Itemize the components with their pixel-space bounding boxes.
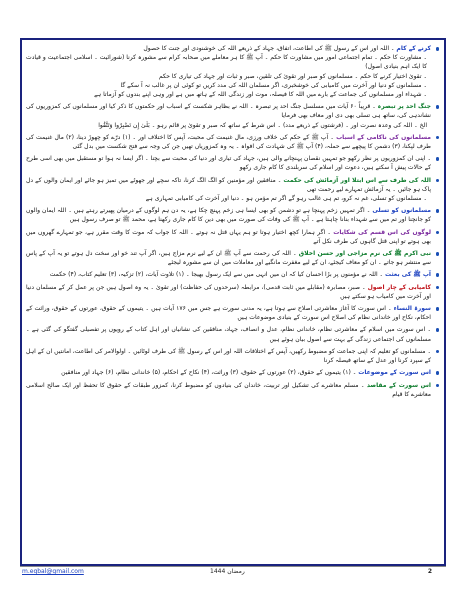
bullet-paragraph <box>26 44 440 99</box>
page-footer <box>20 568 446 580</box>
bullet-icon <box>436 328 440 332</box>
paragraph-heading: آپ ﷺ کی بعثت <box>385 271 431 279</box>
sub-point: ۔ مشاورت کا حکم ۔ تمام اجتماعی امور میں مشاورت کا حکم ۔ آپ ﷺ کا ہر معاملے میں صحابہ کرام سے مشورہ کرنا (شورائیت ۔ اسلامی اجتماعیت و قیادت کا ایک اہم بنیادی اصول) <box>26 54 427 71</box>
paragraph-heading: اس سورت کے مقاصد <box>366 381 432 389</box>
paragraph-heading: سورۃ النساء <box>393 305 431 313</box>
paragraph-text: ۔ اللہ نے مؤمنوں پر بڑا احسان کیا کہ ان میں انہی میں سے ایک رسول بھیجا ۔ (۱) تلاوت آیات، (۲) تزکیہ، (۳) تعلیم کتاب، (۴) حکمت <box>49 271 386 279</box>
bullet-icon <box>436 157 440 161</box>
paragraph-text: ۔ قریباً ۶۰ آیات میں مسلسل جنگ احد پر تبصرہ ۔ اللہ نے بظاہر شکست کے اسباب اور حکمتوں کا ذکر کیا اور مسلمانوں کی کمزوریوں کی نشاندہی کی، ساتھ ہی تسلی بھی دی اور معاف بھی فرمایا <box>26 103 431 120</box>
paragraph-text: ۔ اگر تمہیں زخم پہنچا ہے تو دشمن کو بھی ایسا ہی زخم پہنچ چکا ہے، یہ دن ہم لوگوں کے درمیان پھیرتے رہتے ہیں ۔ اللہ ایمان والوں کو جانچنا اور تم میں سے شہداء بنانا چاہتا ہے ۔ آپ ﷺ کی وفات کی صورت میں بھی دین کا کام جاری رکھنا ہے، محمد ﷺ تو صرف رسول ہیں <box>26 207 431 224</box>
bullet-icon <box>436 273 440 277</box>
paragraph-text: ۔ منافقین اور مؤمنین کو الگ الگ کرنا، تاکہ سچے اور جھوٹے میں تمیز ہو جائے اور ایمان والوں کے دل پاک ہو جائیں ۔ یہ آزمائش تمہارے لیے رحمت تھی <box>26 176 431 193</box>
paragraph-heading: لوگوں کی اس قسم کی شکایات <box>333 228 432 236</box>
sub-point: ۔ شہداء اور مسلمانوں کی جماعت کے بارے میں اللہ کا فیصلہ، موت اور زندگی اللہ کے ہاتھ میں ہے اور وہی اپنے بندوں کو آزماتا ہے <box>94 91 427 99</box>
bullet-paragraph <box>26 176 440 204</box>
sub-point: الخ ۔ اللہ کی وعدہ نصرت اور ۔ (فرشتوں کے ذریعے مدد) ۔ اس شرط کے ساتھ کہ صبر و تقویٰ پر قائم رہو ۔ بَلَىٰ إِن تَصْبِرُوا وَتَتَّقُوا <box>98 121 427 129</box>
paragraph-heading: مسلمانوں کی ناکامی کے اسباب <box>336 133 432 141</box>
bullet-icon <box>436 307 440 311</box>
bullet-icon <box>436 47 440 51</box>
paragraph-text: ۔ اللہ اور اس کے رسول ﷺ کی اطاعت، اتفاق، جہاد کے ذریعے اللہ کی خوشنودی اور جنت کا حصول <box>143 45 397 52</box>
bullet-paragraph <box>26 102 440 130</box>
paragraph-text: ۔ مسلم معاشرے کی تشکیل اور تربیت، خاندان کی بنیادوں کو مضبوط کرنا، کمزور طبقات کے حقوق کا تحفظ اور ایک صالح اسلامی معاشرے کا قیام <box>26 381 431 398</box>
bullet-paragraph <box>26 368 440 377</box>
bullet-icon <box>436 286 440 290</box>
bullet-paragraph <box>26 206 440 224</box>
paragraph-text: ۔ اس سورت میں اسلام کے معاشرتی نظام، خاندانی نظام، عدل و انصاف، جہاد، منافقین کی نشانیاں اور اہل کتاب کے رویوں پر تفصیلی گفتگو کی گئی ہے ۔ مسلمانوں کی اجتماعی زندگی کے بہت سے اصول بیان ہوئے ہیں <box>26 326 431 343</box>
bullet-paragraph <box>26 270 440 279</box>
paragraph-text: ۔ اللہ کی رحمت سے آپ ﷺ ان کے لیے نرم مزاج ہیں، اگر آپ تند خو اور سخت دل ہوتے تو یہ آپ کے پاس سے منتشر ہو جاتے ۔ ان کو معاف کیجئے، ان کے لیے مغفرت مانگیے اور معاملات میں ان سے مشورہ لیجئے <box>26 250 431 267</box>
sub-point: ۔ مسلمانوں کو دنیا اور آخرت میں کامیابی کی خوشخبری، اگر مسلمان اللہ کی مدد کریں تو کوئی ان پر غالب نہ آ سکے گا <box>120 81 427 89</box>
sub-point: ۔ مسلمانوں کو تسلی، غم نہ کرو، تم ہی غالب رہو گے اگر تم مؤمن ہو ۔ دنیا اور آخرت کی کامیابی تمہاری ہے <box>145 195 427 203</box>
paragraph-text: ۔ (۱) یتیموں کے حقوق، (۲) عورتوں کے حقوق، (۳) وراثت، (۴) نکاح کے احکام، (۵) خاندانی نظام، (۶) جہاد اور منافقین <box>61 369 359 377</box>
bullet-icon <box>436 350 440 354</box>
paragraph-heading: اس سورت کے موضوعات <box>358 369 431 377</box>
author-email-link[interactable]: m.eqbal@gmail.com <box>22 568 84 575</box>
bullet-paragraph <box>26 283 440 301</box>
paragraph-text: ۔ آپ ﷺ کے حکم کی خلاف ورزی، مال غنیمت کی محبت، آپس کا اختلاف اور ۔ (۱) درّے کو چھوڑ دینا، (۲) مال غنیمت کی طرف لپکنا، (۳) دشمن کا پیچھے سے حملہ، (۴) آپ ﷺ کی شہادت کی افواہ ۔ یہ وہ کمزوریاں تھیں جن کی وجہ سے فتح شکست میں بدل گئی <box>26 133 431 151</box>
paragraph-heading: کرنے کے کام <box>396 45 431 52</box>
bullet-paragraph <box>26 228 440 246</box>
bullet-icon <box>436 209 440 213</box>
bullet-icon <box>436 371 440 375</box>
sub-point: ۔ تقویٰ اختیار کرنے کا حکم ۔ مسلمانوں کو صبر اور تقویٰ کی تلقین، صبر و ثبات اور جہاد کی تیاری کا حکم <box>158 72 427 80</box>
footer-date: رمضان 1444 <box>210 568 245 575</box>
bullet-icon <box>436 384 440 388</box>
bullet-paragraph <box>26 133 440 151</box>
bullet-paragraph <box>26 325 440 343</box>
paragraph-heading: جنگ احد پر تبصرہ <box>377 103 431 111</box>
document-body <box>26 44 440 560</box>
paragraph-text: ۔ اپنی ان کمزوریوں پر نظر رکھو جو تمہیں نقصان پہنچانے والی ہیں، جہاد کی تیاری اور دنیا کی محبت سے بچنا ۔ اگر ایسا نہ ہوا تو مستقبل میں بھی اسی طرح کے حالات پیش آ سکتے ہیں، دعوت اور اسلام کی سربلندی کا کام جاری رکھو <box>26 155 431 172</box>
bullet-icon <box>436 179 440 183</box>
paragraph-heading: اللہ کی طرف سے اس ابتلا اور آزمائش کی حکمت <box>283 176 431 184</box>
paragraph-heading: نبی اکرم ﷺ کی نرم مزاجی اور حسن اخلاق <box>298 250 431 258</box>
footer-divider <box>20 566 446 567</box>
bullet-paragraph <box>26 249 440 267</box>
bullet-icon <box>436 252 440 256</box>
paragraph-heading: مسلمانوں کو تسلی <box>372 207 431 215</box>
bullet-icon <box>436 231 440 235</box>
bullet-paragraph <box>26 304 440 322</box>
paragraph-text: ۔ مسلمانوں کو تعلیم کہ اپنی جماعت کو مضبوط رکھیں، آپس کے اختلافات اللہ اور اس کے رسول ﷺ کی طرف لوٹائیں ۔ اولوالامر کی اطاعت، امانتیں ان کے اہل کے سپرد کرنا اور عدل کے ساتھ فیصلہ کرنا <box>26 347 431 365</box>
page-number: 2 <box>427 568 432 575</box>
bullet-paragraph <box>26 381 440 399</box>
paragraph-text: ۔ اگر ہمارا کچھ اختیار ہوتا تو ہم یہاں قتل نہ ہوتے ۔ اللہ کا جواب کہ موت کا وقت مقرر ہے، جو تمہارے گھروں میں بھی ہوتے تو اپنی قتل گاہوں کی طرف نکل آتے <box>26 228 431 245</box>
bullet-paragraph <box>26 347 440 365</box>
bullet-icon <box>436 105 440 109</box>
paragraph-text: ۔ اس سورت کا آغاز معاشرتی اصلاح سے ہوتا ہے، یہ مدنی سورت ہے جس میں ۱۷۶ آیات ہیں ۔ یتیموں کے حقوق، عورتوں کے حقوق، وراثت کے احکام، نکاح اور خاندانی نظام کی اصلاح اس سورت کے بنیادی موضوعات ہیں <box>26 305 431 322</box>
paragraph-heading: کامیابی کے چار اصول <box>367 283 431 291</box>
bullet-icon <box>436 136 440 140</box>
bullet-paragraph <box>26 154 440 172</box>
paragraph-text: ۔ صبر، مصابرہ (مقابلے میں ثابت قدمی)، مرابطہ (سرحدوں کی حفاظت) اور تقویٰ ۔ یہ وہ اصول ہیں جن پر عمل کر کے مسلمان دنیا اور آخرت میں کامیاب ہو سکتے ہیں <box>26 283 431 300</box>
